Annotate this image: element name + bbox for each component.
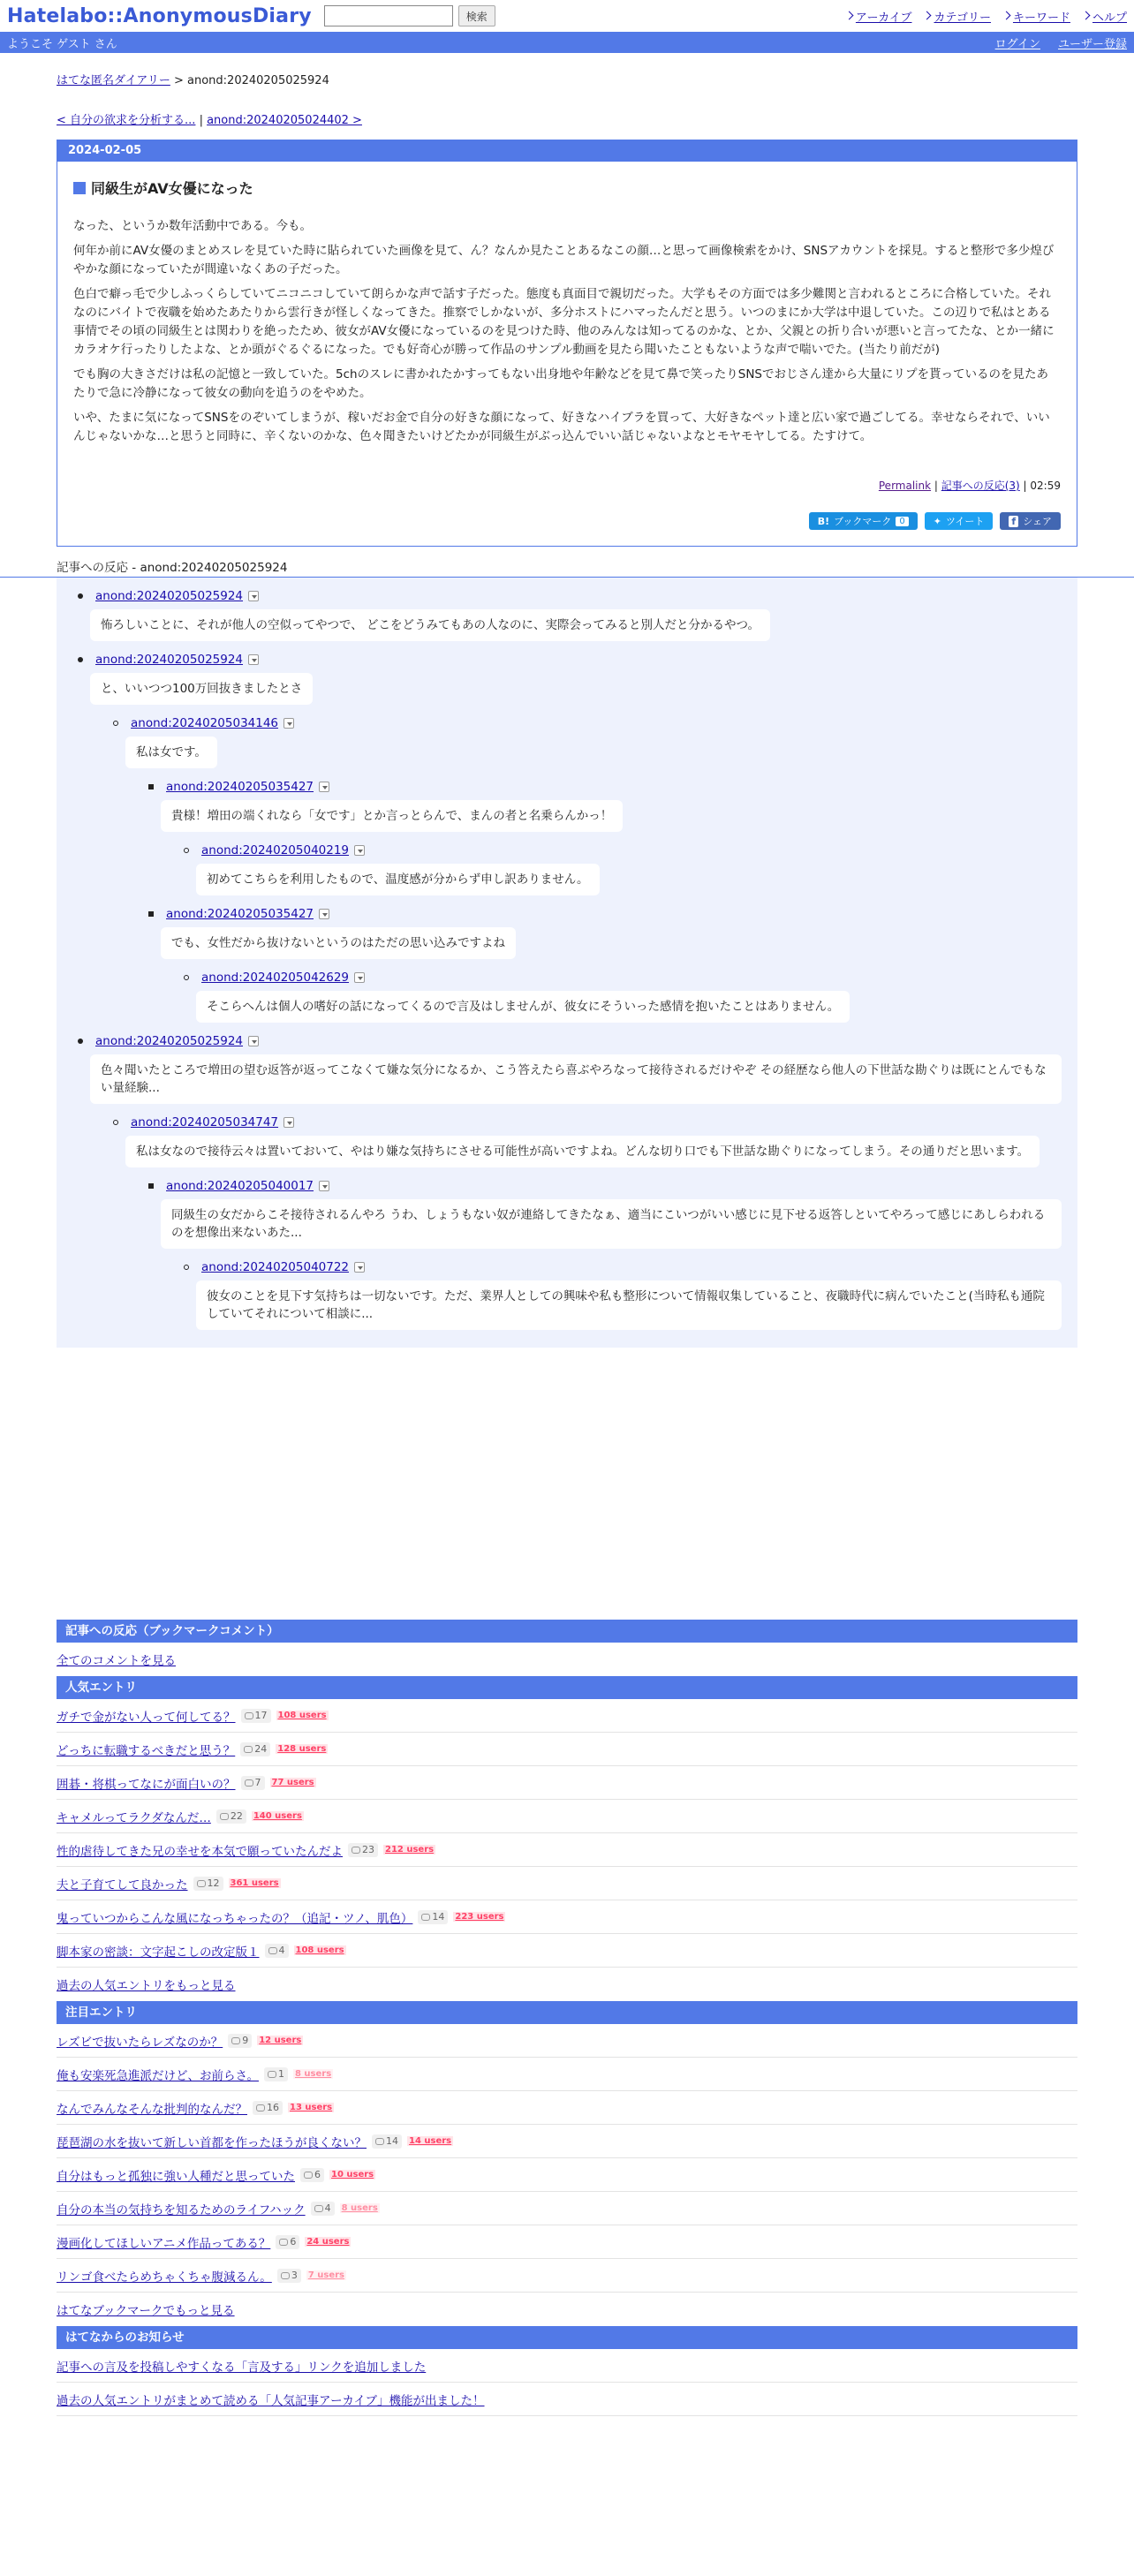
notable-more-row (57, 2293, 1077, 2326)
all-comments-row (57, 1643, 1077, 1676)
news-item (57, 2383, 1077, 2416)
title-square-icon (73, 182, 86, 194)
entry-link[interactable]: 囲碁・将棋ってなにが面白いの？ (57, 1777, 236, 1792)
menu-toggle-icon[interactable] (354, 845, 365, 856)
welcome-bar (0, 32, 1134, 53)
entry-row (57, 2058, 1077, 2091)
notable-entries-header: 注目エントリ (57, 2001, 1077, 2024)
comment-count[interactable]: 16 (253, 2101, 283, 2115)
reaction-item (57, 1258, 1077, 1330)
entry-row (57, 2024, 1077, 2058)
category-link[interactable]: カテゴリー (926, 8, 990, 25)
reaction-item (57, 904, 1077, 959)
entry-row (57, 2125, 1077, 2158)
reactions-heading: 記事への反応 - anond:20240205025924 (0, 557, 1134, 578)
bullet-icon (148, 911, 154, 917)
bookmark-users-badge[interactable]: 77 users (271, 1778, 314, 1787)
bookmark-users-badge[interactable]: 14 users (409, 2136, 452, 2146)
comment-count[interactable]: 14 (418, 1910, 448, 1924)
popular-entries-list (57, 1699, 1077, 1968)
reaction-link[interactable]: anond:20240205034146 (131, 716, 279, 730)
entry-paragraph: 何年か前にAV女優のまとめスレを見ていた時に貼られていた画像を見て、ん？なんか見たことあるなこの顔…と思って画像検索をかけ、SNSアカウントを採見。すると整形で多少煌びやかな顔になっていたが間違いなくあの子だった。 (73, 244, 1055, 276)
entry-title: 同級生がAV女優になった (73, 178, 1077, 198)
bookmark-users-badge[interactable]: 108 users (295, 1945, 344, 1955)
entry-link[interactable]: レズビで抜いたらレズなのか？ (57, 2035, 223, 2050)
reaction-link[interactable]: anond:20240205040017 (166, 1179, 314, 1193)
next-entry-link[interactable]: anond:20240205024402 > (207, 114, 362, 127)
entry-time: 02:59 (1030, 480, 1061, 492)
comment-count[interactable]: 6 (276, 2235, 299, 2249)
entry-link[interactable]: リンゴ食べたらめちゃくちゃ腹減るん。 (57, 2270, 272, 2285)
comment-icon (352, 1847, 360, 1854)
bookmark-users-badge[interactable]: 8 users (294, 2069, 332, 2079)
chevron-right-icon (1005, 11, 1010, 20)
help-link[interactable]: ヘルプ (1085, 8, 1127, 25)
all-comments-link[interactable]: 全てのコメントを見る (57, 1654, 176, 1668)
comment-count[interactable]: 14 (372, 2134, 402, 2149)
popular-more-link[interactable]: 過去の人気エントリをもっと見る (57, 1979, 236, 1993)
permalink[interactable]: Permalink (878, 480, 932, 492)
comment-count[interactable]: 4 (265, 1944, 289, 1958)
notable-entries-list (57, 2024, 1077, 2293)
reaction-item (57, 714, 1077, 768)
entry-row (57, 1699, 1077, 1733)
entry-row (57, 2225, 1077, 2259)
bullet-icon (78, 593, 83, 599)
reaction-item (57, 777, 1077, 832)
news-link[interactable]: 過去の人気エントリがまとめて読める「人気記事アーカイブ」機能が出ました！ (57, 2393, 485, 2408)
comment-icon (281, 2272, 290, 2279)
bookmark-button[interactable]: B! ブックマーク 0 (809, 512, 918, 530)
bullet-icon (148, 784, 154, 789)
comment-count[interactable]: 12 (193, 1877, 223, 1891)
comment-icon (245, 1779, 253, 1787)
reaction-text: でも、女性だから抜けないというのはただの思い込みですよね (161, 927, 516, 959)
login-link[interactable]: ログイン (994, 37, 1040, 51)
comment-icon (279, 2239, 288, 2246)
menu-toggle-icon[interactable] (319, 1181, 329, 1191)
bullet-icon (184, 848, 189, 853)
entry-nav: < 自分の欲求を分析する... | anond:20240205024402 > (57, 114, 362, 127)
register-link[interactable]: ユーザー登録 (1057, 37, 1127, 51)
entry-row (57, 1934, 1077, 1968)
reaction-text: そこらへんは個人の嗜好の話になってくるので言及はしませんが、彼女にそういった感情を抱いたことはありません。 (196, 991, 850, 1023)
entry-link[interactable]: 鬼っていつからこんな風になっちゃったの？（追記・ツノ、肌色） (57, 1911, 413, 1926)
entry-row (57, 1800, 1077, 1833)
top-links (848, 8, 1127, 25)
entry-link[interactable]: なんでみんなそんな批判的なんだ？ (57, 2102, 247, 2117)
reaction-text: と、いいつつ100万回抜きましたとさ (90, 673, 313, 705)
bullet-icon (148, 1183, 154, 1189)
notable-more-link[interactable]: はてなブックマークでもっと見る (57, 2304, 235, 2318)
reaction-link[interactable]: anond:20240205040722 (201, 1260, 350, 1274)
prev-entry-link[interactable]: < 自分の欲求を分析する... (57, 114, 196, 127)
bullet-icon (78, 1039, 83, 1044)
breadcrumb-home[interactable]: はてな匿名ダイアリー (57, 74, 170, 87)
welcome-text: ようこそ ゲスト さん (7, 37, 117, 51)
reaction-item (57, 1113, 1077, 1167)
entry-box (57, 140, 1077, 547)
reaction-text: 色々聞いたところで増田の望む返答が返ってこなくて嫌な気分になるか、こう答えたら喜ぶやろなって接待されるだけやぞ その経歴なら他人の下世話な勘ぐりは既にとんでもない量経験... (90, 1054, 1062, 1104)
comment-count[interactable]: 24 (240, 1742, 270, 1756)
bookmark-users-badge[interactable]: 212 users (385, 1845, 435, 1855)
entry-paragraph: でも胸の大きさだけは私の記憶と一致していた。5chのスレに書かれたかすってもない出身地や年齢などを見て鼻で笑ったりSNSでおじさん達から大量にリプを貰っているのを見たあたりで急に冷静になって彼女の動向を追うのをやめた。 (73, 367, 1048, 400)
comment-count[interactable]: 17 (241, 1709, 271, 1723)
bullet-icon (78, 657, 83, 662)
entry-link[interactable]: 脚本家の密談：文字起こしの改定版１ (57, 1945, 260, 1960)
bookmark-users-badge[interactable]: 13 users (290, 2103, 333, 2112)
reaction-text: 私は女なので接待云々は置いておいて、やはり嫌な気持ちにさせる可能性が高いですよね。どんな切り口でも下世話な勘ぐりになってしまう。その通りだと思います。 (125, 1136, 1040, 1167)
entry-row (57, 1867, 1077, 1900)
comment-icon (231, 2037, 240, 2044)
bookmark-users-badge[interactable]: 7 users (307, 2270, 344, 2280)
reaction-link[interactable]: anond:20240205040219 (201, 843, 350, 857)
share-row (57, 493, 1077, 546)
bullet-icon (184, 1265, 189, 1270)
comment-count[interactable]: 23 (348, 1843, 378, 1857)
chevron-right-icon (1085, 11, 1090, 20)
comment-icon (421, 1914, 430, 1921)
reaction-text: 怖ろしいことに、それが他人の空似ってやつで、 どこをどうみてもあの人なのに、実際会ってみると別人だと分かるやつ。 (90, 609, 770, 641)
entry-date: 2024-02-05 (57, 140, 1077, 162)
reaction-item (57, 968, 1077, 1023)
comment-count[interactable]: 9 (228, 2034, 252, 2048)
reaction-link[interactable]: anond:20240205035427 (166, 780, 314, 794)
reaction-item (57, 1031, 1077, 1104)
bookmark-users-badge[interactable]: 128 users (277, 1744, 327, 1754)
comment-count[interactable]: 3 (277, 2269, 301, 2283)
bookmark-users-badge[interactable]: 12 users (259, 2036, 302, 2045)
archive-link[interactable]: アーカイブ (848, 8, 912, 25)
entry-link[interactable]: 夫と子育てして良かった (57, 1877, 188, 1892)
comment-icon (245, 1712, 253, 1719)
reaction-item (57, 586, 1077, 641)
entry-row (57, 1900, 1077, 1934)
comment-icon (304, 2172, 313, 2179)
entry-row (57, 2192, 1077, 2225)
bookmark-users-badge[interactable]: 24 users (306, 2237, 350, 2247)
reaction-text: 貴様！増田の端くれなら「女です」とか言っとらんで、まんの者と名乗らんかっ！ (161, 800, 623, 832)
reaction-link[interactable]: anond:20240205025924 (95, 589, 244, 603)
entry-link[interactable]: 琵琶湖の水を抜いて新しい首都を作ったほうが良くない？ (57, 2135, 367, 2150)
reaction-link[interactable]: anond:20240205042629 (201, 971, 350, 985)
bookmark-users-badge[interactable]: 10 users (331, 2170, 374, 2179)
comment-icon (268, 1947, 277, 1954)
menu-toggle-icon[interactable] (354, 1262, 365, 1273)
reaction-text: 初めてこちらを利用したもので、温度感が分からず申し訳ありません。 (196, 864, 600, 895)
bookmark-count: 0 (896, 517, 908, 526)
entry-row (57, 1833, 1077, 1867)
comment-icon (314, 2205, 323, 2212)
menu-toggle-icon[interactable] (354, 972, 365, 983)
comment-icon (268, 2071, 276, 2078)
bullet-icon (184, 975, 189, 980)
comment-icon (220, 1813, 229, 1820)
bookmark-users-badge[interactable]: 108 users (277, 1711, 327, 1720)
popular-more-row (57, 1968, 1077, 2001)
reaction-link[interactable]: anond:20240205034747 (131, 1115, 279, 1129)
tweet-button[interactable]: ✦ ツイート (925, 512, 994, 530)
bullet-icon (113, 1120, 118, 1125)
comment-icon (197, 1880, 206, 1887)
hatena-b-icon: B! (817, 515, 830, 527)
menu-toggle-icon[interactable] (319, 909, 329, 919)
menu-toggle-icon[interactable] (319, 782, 329, 792)
top-bar (0, 0, 1134, 32)
reaction-link[interactable]: anond:20240205025924 (95, 1034, 244, 1048)
reaction-text: 彼女のことを見下す気持ちは一切ないです。ただ、業界人としての興味や私も整形について情報収集していること、夜職時代に病んでいたこと(当時私も通院していてそれについて相談に... (196, 1280, 1062, 1330)
twitter-icon: ✦ (933, 515, 941, 527)
news-link[interactable]: 記事への言及を投稿しやすくなる「言及する」リンクを追加しました (57, 2360, 427, 2375)
entry-row (57, 1733, 1077, 1766)
entry-link[interactable]: ガチで金がない人って何してる？ (57, 1710, 236, 1725)
bookmark-comments-header: 記事への反応（ブックマークコメント） (57, 1620, 1077, 1643)
site-logo[interactable]: Hatelabo::AnonymousDiary (7, 4, 312, 27)
comment-icon (375, 2138, 384, 2145)
bookmark-users-badge[interactable]: 361 users (230, 1878, 279, 1888)
breadcrumb-current: anond:20240205025924 (187, 74, 329, 87)
reaction-item (57, 650, 1077, 705)
entry-paragraph: いや、たまに気になってSNSをのぞいてしまうが、稼いだお金で自分の好きな顔になって、好きなハイブラを買って、大好きなペット達と広い家で過ごしてる。幸せならそれで、いいんじゃないかな…と思うと同時に、辛くないのかな、色々聞きたいけどたかが同級生がぶっ込んでいい話じゃないよなとモヤモヤしてる。たすけて。 (73, 411, 1050, 443)
menu-toggle-icon[interactable] (248, 591, 259, 601)
keyword-link[interactable]: キーワード (1005, 8, 1070, 25)
entry-link[interactable]: どっちに転職するべきだと思う？ (57, 1743, 236, 1758)
entry-row (57, 2158, 1077, 2192)
bullet-icon (113, 721, 118, 726)
entry-link[interactable]: 自分はもっと孤独に強い人種だと思っていた (57, 2169, 295, 2184)
chevron-right-icon (848, 11, 853, 20)
menu-toggle-icon[interactable] (284, 718, 294, 729)
breadcrumb: はてな匿名ダイアリー > anond:20240205025924 (57, 74, 329, 87)
reaction-tree (57, 578, 1077, 1348)
comment-count[interactable]: 4 (311, 2202, 335, 2216)
facebook-icon: f (1009, 516, 1018, 527)
search-input[interactable] (324, 5, 453, 26)
reaction-item (57, 1176, 1077, 1249)
facebook-share-button[interactable]: f シェア (1000, 512, 1061, 530)
entry-paragraph: なった、というか数年活動中である。今も。 (73, 219, 312, 233)
bookmark-users-badge[interactable]: 223 users (455, 1912, 504, 1922)
entry-link[interactable]: 自分の本当の気持ちを知るためのライフハック (57, 2202, 306, 2217)
reaction-link[interactable]: anond:20240205025924 (95, 653, 244, 667)
entry-link[interactable]: 性的虐待してきた兄の幸せを本気で願っていたんだよ (57, 1844, 343, 1859)
entry-body (57, 198, 1077, 446)
entry-footer: Permalink | 記事への反応(3) | 02:59 (878, 480, 1061, 492)
entry-paragraph: 色白で癖っ毛で少しふっくらしていてニコニコしていて朗らかな声で話す子だった。態度も真面目で親切だった。大学もその方面では多少難関と言われるところに合格していた。それなのにバイトで夜職を始めたあたりから雲行きが怪しくなってきた。推察でしかないが、多分ホストにハマったんだと思う。いつのまにか大学は中退していた。この辺りで私はとある事情でその頃の同級生とは関わりを絶ったため、彼女がAV女優になっているのを見つけた時、他のみんなは知ってるのかな、とか、父親との折り合いが悪いと言ってたな、とか一緒にカラオケ行ったりしたよな、とか頭がぐるぐるになった。でも好奇心が勝って作品のサンプル動画を見たら聞いたこともないような声で喘いでた。(当たり前だが) (73, 287, 1055, 357)
news-item (57, 2349, 1077, 2383)
reaction-text: 同級生の女だからこそ接待されるんやろ うわ、しょうもない奴が連絡してきたなぁ、適当にこいつがいい感じに見下せる返答しといてやろって感じにあしらわれるのを想像出来ないあた... (161, 1199, 1062, 1249)
entry-row (57, 1766, 1077, 1800)
entry-row (57, 2091, 1077, 2125)
comment-icon (256, 2104, 265, 2111)
entry-row (57, 2259, 1077, 2293)
reaction-link[interactable]: anond:20240205035427 (166, 907, 314, 921)
reaction-item (57, 841, 1077, 895)
bookmark-users-badge[interactable]: 140 users (253, 1811, 302, 1821)
chevron-right-icon (926, 11, 931, 20)
reaction-text: 私は女です。 (125, 737, 217, 768)
menu-toggle-icon[interactable] (248, 654, 259, 665)
comment-count[interactable]: 6 (300, 2168, 324, 2182)
entry-link[interactable]: 俺も安楽死急進派だけど、お前らさ。 (57, 2068, 259, 2083)
menu-toggle-icon[interactable] (284, 1117, 294, 1128)
entry-link[interactable]: 漫画化してほしいアニメ作品ってある？ (57, 2236, 271, 2251)
menu-toggle-icon[interactable] (248, 1036, 259, 1046)
search-button[interactable]: 検索 (458, 5, 495, 26)
popular-entries-header: 人気エントリ (57, 1676, 1077, 1699)
comment-icon (244, 1746, 253, 1753)
comment-count[interactable]: 1 (264, 2067, 288, 2081)
bookmark-users-badge[interactable]: 8 users (341, 2203, 378, 2213)
comment-count[interactable]: 22 (216, 1809, 246, 1824)
news-header: はてなからのお知らせ (57, 2326, 1077, 2349)
comment-count[interactable]: 7 (241, 1776, 265, 1790)
reactions-link[interactable]: 記事への反応(3) (941, 480, 1020, 492)
entry-link[interactable]: キャメルってラクダなんだ… (57, 1810, 211, 1825)
